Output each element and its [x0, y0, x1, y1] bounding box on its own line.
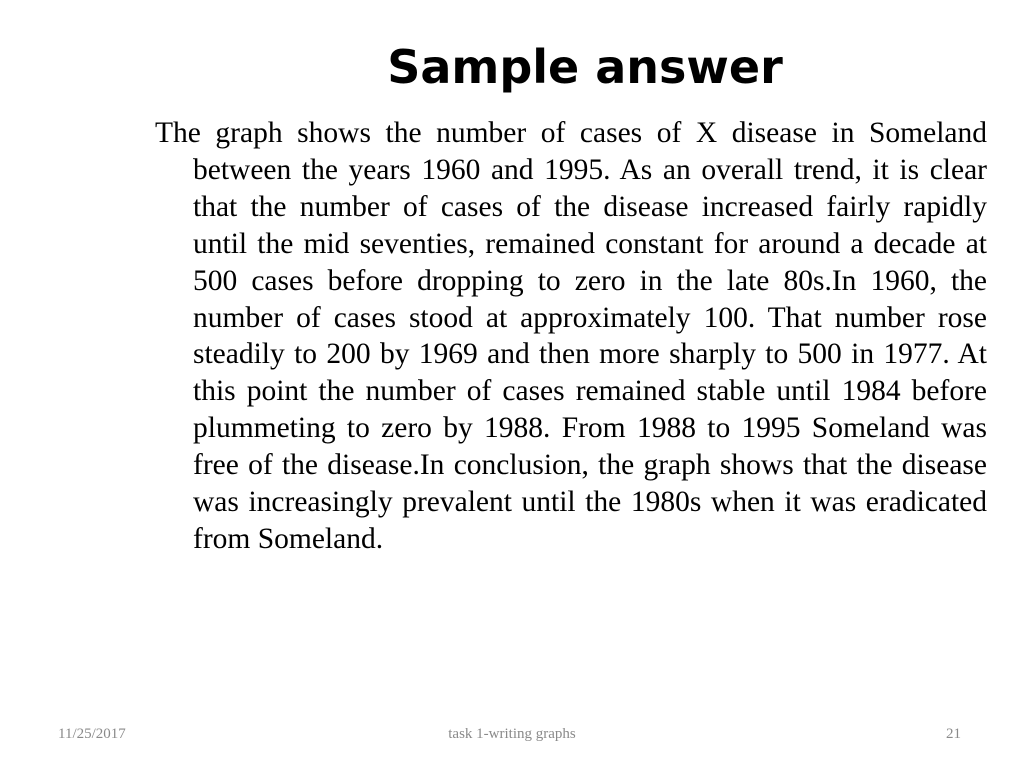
footer-title: task 1-writing graphs	[448, 726, 576, 742]
body-paragraph: The graph shows the number of cases of X disease in Someland between the years 1960 and 1995. As an overall trend, it is clear that the number of cases of the disease increased fairly rapidly until the mid seventies, remained constant for around a decade at 500 cases before dropping to zero in the late 80s.In 1960, the number of cases stood at approximately 100. That number rose steadily to 200 by 1969 and then more sharply to 500 in 1977. At this point the number of cases remained stable until 1984 before plummeting to zero by 1988. From 1988 to 1995 Someland was free of the disease.In conclusion, the graph shows that the disease was increasingly prevalent until the 1980s when it was eradicated from Someland.	[155, 117, 987, 555]
footer-date: 11/25/2017	[58, 726, 126, 742]
footer-page-number: 21	[946, 726, 961, 742]
slide-title: Sample answer	[387, 40, 783, 94]
